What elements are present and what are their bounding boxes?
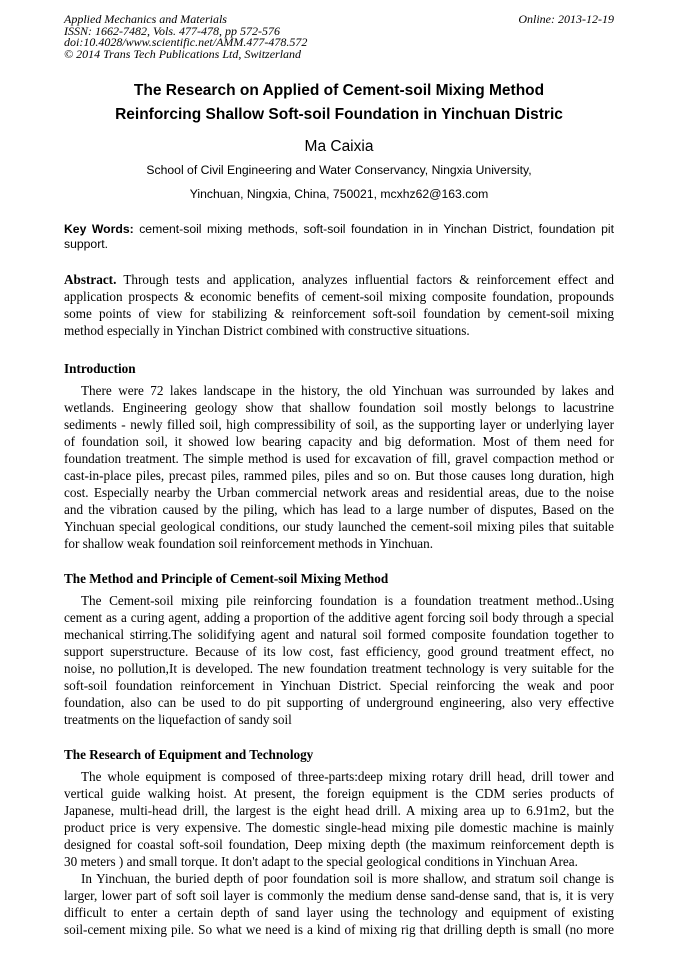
paragraph-line: mechanical stirring.The solidifying agent and natural soil formed composite foundation together to: [64, 627, 614, 642]
section-paragraph: [64, 382, 614, 552]
title-line-1: The Research on Applied of Cement-soil Mixing Method: [133, 82, 545, 99]
paragraph-line: 30 meters ) and small torque. It don't adapt to the special geological conditions in Yinchuan Area.: [64, 854, 578, 869]
journal-name: Applied Mechanics and Materials: [64, 12, 227, 26]
paper-title: [64, 79, 614, 127]
paragraph-line: designed for coastal soft-soil foundation, Deep mixing depth (the maximum reinforcement depth is: [64, 837, 614, 852]
abstract: [64, 271, 614, 339]
paragraph-line: soil-cement mixing pile. So what we need is a kind of mixing rig that drilling depth is small (no more: [64, 922, 614, 937]
issn-line: ISSN: 1662-7482, Vols. 477-478, pp 572-576: [64, 23, 280, 38]
abstract-line: some points of view for stabilizing & reinforcement soft-soil foundation by cement-soil mixing: [64, 306, 614, 321]
copyright-line: © 2014 Trans Tech Publications Ltd, Switzerland: [64, 46, 302, 61]
paragraph-line: Yinchuan special geological conditions, our study launched the cement-soil mixing piles that suitable: [64, 519, 614, 534]
paragraph-line: support superstructure. Because of its low cost, fast efficiency, good ground treatment effect, no: [64, 644, 614, 659]
paragraph-line: cement as a curing agent, adding a proportion of the additive agent forcing soil body through a special: [64, 610, 614, 625]
paragraph-line: Japanese, multi-head drill, the largest is the eight head drill. A mixing area up to 6.91m2, but the: [64, 803, 614, 818]
paragraph-line: difficult to enter a certain depth of sand layer using the technology and equipment of existing: [64, 905, 614, 920]
paragraph-line: for shallow weak foundation soil reinforcement methods in Yinchuan.: [64, 536, 434, 551]
keywords-text: cement-soil mixing methods, soft-soil foundation in in Yinchan District, foundation pit support.: [64, 222, 614, 251]
paragraph-line: noise, no pollution,It is developed. The new foundation treatment technology is very suitable for the: [64, 661, 614, 676]
paragraph-line: of foundation soil, it showed low bearing capacity and big deformation. Most of them need for: [64, 434, 614, 449]
paragraph-line: soft-soil foundation reinforcement in Yinchuan District. Special reinforcing the weak and poor: [64, 678, 614, 693]
section-paragraph: [64, 870, 614, 938]
affiliation-line-2: Yinchuan, Ningxia, China, 750021, mcxhz62@163.com: [189, 187, 489, 201]
paragraph-line: cast-in-place piles, precast piles, rammed piles, piles and so on. But those causes long duration, high: [64, 468, 614, 483]
paragraph-line: cost. Especially nearby the Urban commercial network areas and residential areas, due to the noise: [64, 485, 614, 500]
keywords-label: Key Words:: [64, 222, 134, 236]
paragraph-line: wetlands. Engineering geology show that shallow foundation soil mostly belongs to lacustrine: [64, 400, 614, 415]
paper-page: [64, 14, 614, 938]
paragraph-line: The Cement-soil mixing pile reinforcing foundation is a foundation treatment method..Using: [81, 593, 614, 608]
paragraph-line: sediments - newly filled soil, high compressibility of soil, as the supporting layer or underlying layer: [64, 417, 614, 432]
abstract-line: method especially in Yinchan District combined with constructive situations.: [64, 323, 470, 338]
author-name: Ma Caixia: [304, 138, 374, 155]
section-heading-equipment-technology: The Research of Equipment and Technology: [64, 747, 314, 762]
title-line-2: Reinforcing Shallow Soft-soil Foundation in Yinchuan Distric: [115, 106, 563, 123]
paragraph-line: treatments on the liquefaction of sandy soil: [64, 712, 292, 727]
abstract-line: application prospects & economic benefits of cement-soil mixing composite foundation, propounds: [64, 289, 614, 304]
journal-header: [64, 14, 614, 60]
paragraph-line: vertical guide walking hoist. At present, the foreign equipment is the CDM series products of: [64, 786, 614, 801]
section-heading-introduction: Introduction: [64, 361, 136, 376]
online-date: Online: 2013-12-19: [518, 12, 614, 26]
abstract-line: Through tests and application, analyzes influential factors & reinforcement effect and: [116, 272, 614, 287]
paragraph-line: The whole equipment is composed of three-parts:deep mixing rotary drill head, drill tower and: [81, 769, 614, 784]
paragraph-line: foundation, also can be used to do pit supporting of underground engineering, also very effective: [64, 695, 614, 710]
paragraph-line: larger, lower part of soft soil layer is commonly the medium dense sand-dense sand, that is, it is very: [64, 888, 614, 903]
paragraph-line: foundation treatment. The simple method is used for excavation of fill, gravel compaction method or: [64, 451, 614, 466]
affiliation: [64, 158, 614, 206]
paragraph-line: There were 72 lakes landscape in the history, the old Yinchuan was surrounded by lakes and: [81, 383, 614, 398]
section-paragraph: [64, 592, 614, 728]
abstract-label: Abstract.: [64, 272, 117, 287]
paragraph-line: In Yinchuan, the buried depth of poor foundation soil is more shallow, and stratum soil change is: [81, 871, 614, 886]
doi-line: doi:10.4028/www.scientific.net/AMM.477-478.572: [64, 35, 308, 49]
section-paragraph: [64, 768, 614, 870]
paragraph-line: product price is very expensive. The domestic single-head mixing pile domestic machine is mainly: [64, 820, 614, 835]
paragraph-line: and the vibration caused by the piling, which has lead to a large number of disputes, Based on the: [64, 502, 614, 517]
keywords: [64, 222, 614, 251]
section-heading-method-principle: The Method and Principle of Cement-soil Mixing Method: [64, 571, 389, 586]
affiliation-line-1: School of Civil Engineering and Water Conservancy, Ningxia University,: [146, 163, 532, 177]
